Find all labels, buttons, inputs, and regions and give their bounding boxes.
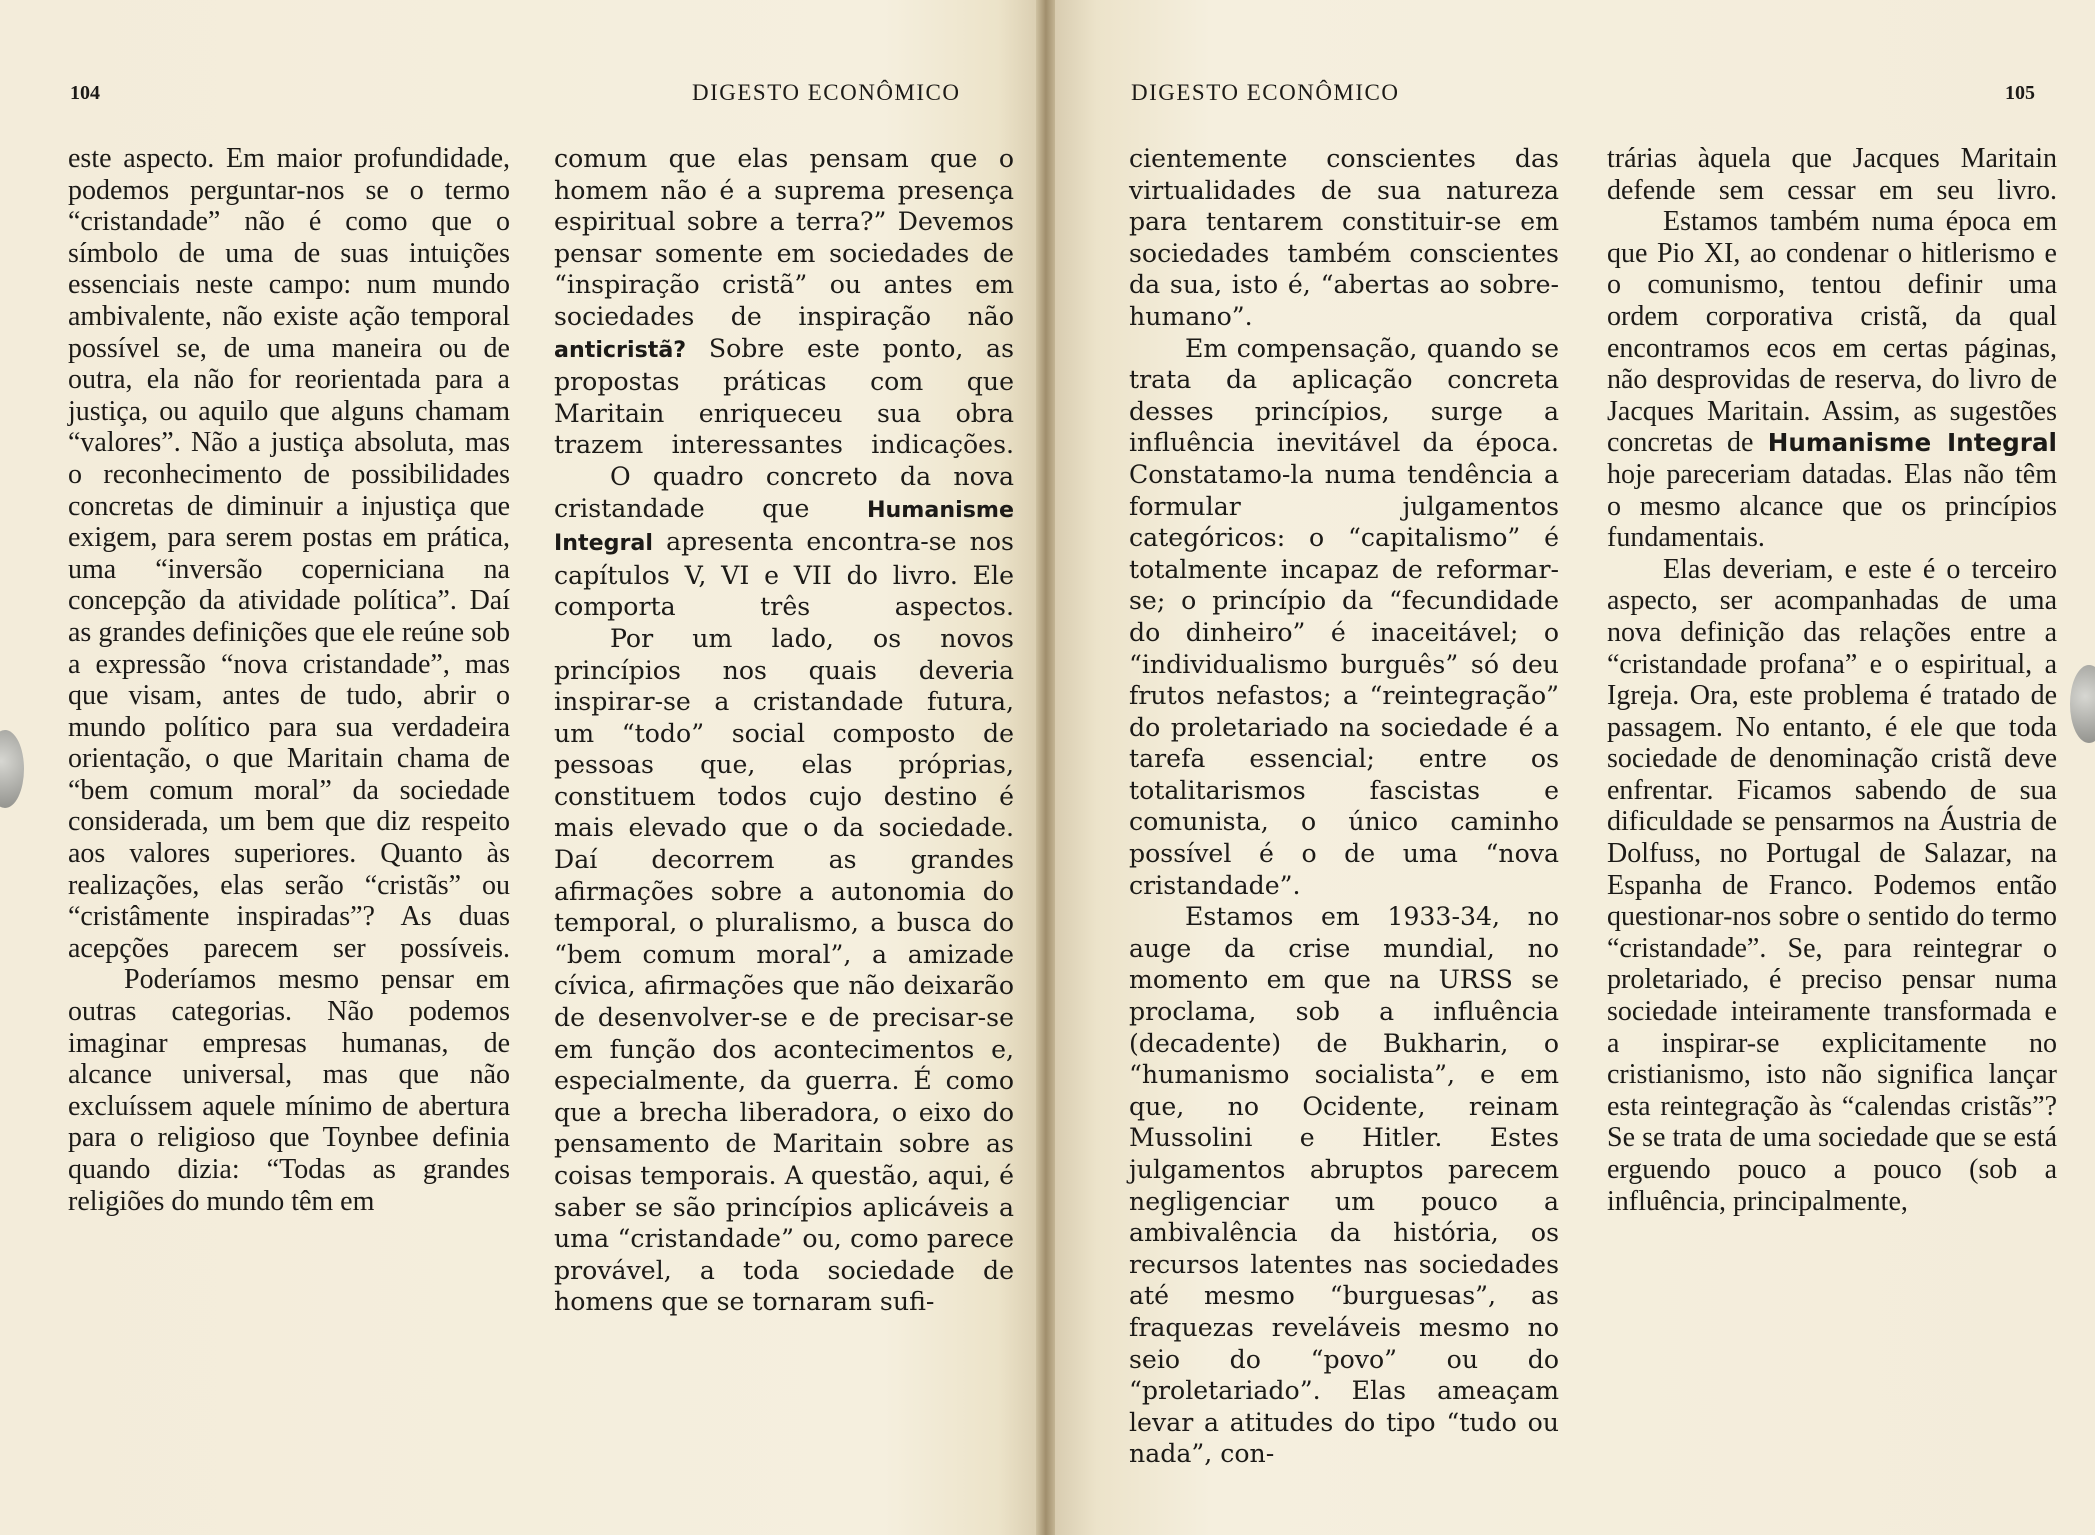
text-column-2	[554, 143, 1014, 1318]
paragraph	[1607, 554, 2057, 1217]
text-column-1	[68, 143, 510, 1217]
binding-clip-icon	[0, 730, 24, 808]
right-page	[1055, 0, 2095, 1535]
text-column-1	[1129, 143, 1559, 1470]
paragraph	[554, 623, 1014, 1318]
page-number: 105	[2005, 82, 2035, 104]
paragraph-text: Elas deveriam, e este é o terceiro aspecto, ser acompanhadas de uma nova definição das relações entre a “cristandade profana” e o espiritual, a Igreja. Ora, este problema é tratado de passagem. No entanto, é ele que toda sociedade de denominação cristã deve enfrentar. Ficamos sabendo de sua dificuldade se pensarmos na Áustria de Dolfuss, no Portugal de Salazar, na Espanha de Franco. Podemos então questionar-nos sobre o sentido do termo “cristandade”. Se, para reintegrar o proletariado, é preciso pensar numa sociedade inteiramente transformada e a inspirar-se explicitamente no cristianismo, isto não significa lançar esta reintegração às “calendas cristãs”? Se se trata de uma sociedade que se está erguendo pouco a pouco (sob a influência, principalmente,	[1607, 553, 2057, 1217]
left-page	[0, 0, 1040, 1535]
paragraph-text: Sobre este ponto, as propostas práticas com que Maritain enriqueceu sua obra trazem interessantes indicações.	[554, 333, 1014, 460]
paragraph: Estamos em 1933-34, no auge da crise mundial, no momento em que na URSS se proclama, sob a influência (decadente) de Bukharin, o “humanismo socialista”, e em que, no Ocidente, reinam Mussolini e Hitler. Estes julgamentos abruptos parecem negligenciar um pouco a ambivalência da história, os recursos latentes nas sociedades até mesmo “burguesas”, as fraquezas reveláveis mesmo no seio do “povo” ou do “proletariado”. Elas ameaçam levar a atitudes do tipo “tudo ou nada”, con-	[1129, 902, 1559, 1469]
page-number: 104	[70, 82, 100, 104]
book-title: Humanisme Integral	[554, 496, 1014, 557]
paragraph-text: O quadro concreto da nova cristandade que	[554, 461, 1014, 523]
paragraph	[1607, 206, 2057, 554]
paragraph: Poderíamos mesmo pensar em outras categorias. Não podemos imaginar empresas humanas, de alcance universal, mas que não excluíssem aquele mínimo de abertura para o religioso que Toynbee definia quando dizia: “Todas as grandes religiões do mundo têm em	[68, 964, 510, 1217]
paragraph	[1607, 143, 2057, 206]
paragraph-text: Estamos também numa época em que Pio XI, ao condenar o hitlerismo e o comunismo, tentou definir uma ordem corporativa cristã, da qual encontramos ecos em certas páginas, não desprovidas de reserva, do livro de Jacques Maritain. Assim, as sugestões concretas de	[1607, 206, 2057, 459]
paragraph: cientemente conscientes das virtualidades de sua natureza para tentarem constituir-se em sociedades também conscientes da sua, isto é, “abertas ao sobre-humano”.	[1129, 144, 1559, 331]
running-head: DIGESTO ECONÔMICO	[1131, 80, 1400, 105]
paragraph	[554, 461, 1014, 623]
paragraph	[554, 143, 1014, 461]
book-title: Humanisme Integral	[1767, 428, 2057, 458]
paragraph-text: apresenta encontra-se nos capítulos V, VI e VII do livro. Ele comporta três aspectos.	[554, 527, 1014, 622]
paragraph: Em compensação, quando se trata da aplicação concreta desses princípios, surge a influência inevitável da época. Constatamo-la numa tendência a formular julgamentos categóricos: o “capitalismo” é totalmente incapaz de reformar-se; o princípio da “fecundidade do dinheiro” é inaceitável; o “individualismo burguês” só deu frutos nefastos; a “reintegração” do proletariado na sociedade é a tarefa essencial; entre os totalitarismos fascistas e comunista, o único caminho possível é o de uma “nova cristandade”.	[1129, 333, 1559, 900]
paragraph-text: Por um lado, os novos princípios nos quais deveria inspirar-se a cristandade futura, um “todo” social composto de pessoas que, elas próprias, constituem todos cujo destino é mais elevado que o da sociedade. Daí decorrem as grandes afirmações sobre a autonomia do temporal, o pluralismo, a busca do “bem comum moral”, a amizade cívica, afirmações que não deixarão de desenvolver-se e de precisar-se em função dos acontecimentos e, especialmente, da guerra. É como que a brecha liberadora, o eixo do pensamento de Maritain sobre as coisas temporais. A questão, aqui, é saber se são princípios aplicáveis a uma “cristandade” ou, como parece provável, a toda sociedade de homens que se tornaram sufi-	[554, 623, 1014, 1317]
paragraph: este aspecto. Em maior profundidade, podemos perguntar-nos se o termo “cristandade” não é como que o símbolo de uma de suas intuições essenciais neste campo: num mundo ambivalente, não existe ação temporal possível se, de uma maneira ou de outra, ela não for reorientada para a justiça, ou aquilo que alguns chamam “valores”. Não a justiça absoluta, mas o reconhecimento de possibilidades concretas de diminuir a injustiça que exigem, para serem postas em prática, uma “inversão coperniciana na concepção da atividade política”. Daí as grandes definições que ele reúne sob a expressão “nova cristandade”, mas que visam, antes de tudo, abrir o mundo político para sua verdadeira orientação, o que Maritain chama de “bem comum moral” da sociedade considerada, um bem que diz respeito aos valores superiores. Quanto às realizações, elas serão “cristãs” ou “cristâmente inspiradas”? As duas acepções parecem ser possíveis.	[68, 143, 510, 964]
paragraph-text: trárias àquela que Jacques Maritain defende sem cessar em seu livro.	[1607, 143, 2057, 206]
emphasized-text: anticristã?	[554, 336, 687, 363]
text-column-2	[1607, 143, 2057, 1217]
running-head: DIGESTO ECONÔMICO	[692, 80, 961, 105]
paragraph-text: hoje pareceriam datadas. Elas não têm o mesmo alcance que os princípios fundamentais.	[1607, 458, 2057, 554]
paragraph-text: comum que elas pensam que o homem não é a suprema presença espiritual sobre a terra?” Devemos pensar somente em sociedades de “inspiração cristã” ou antes em sociedades de inspiração não	[554, 144, 1014, 331]
